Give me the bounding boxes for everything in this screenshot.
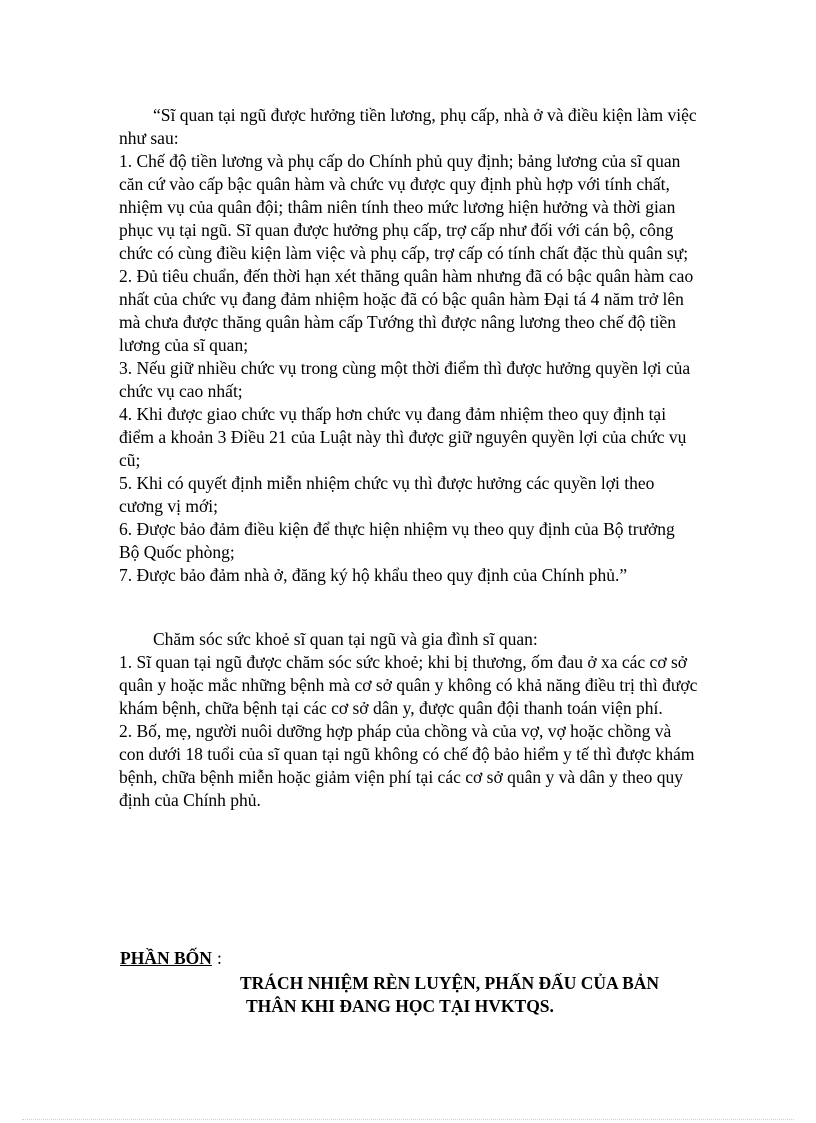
benefit-item-7: 7. Được bảo đảm nhà ở, đăng ký hộ khẩu theo quy định của Chính phủ.” — [119, 565, 628, 585]
section-label-colon: : — [217, 948, 222, 968]
benefit-item-3: 3. Nếu giữ nhiều chức vụ trong cùng một thời điểm thì được hưởng quyền lợi của chức vụ cao nhất; — [119, 358, 691, 401]
healthcare-section — [119, 628, 699, 812]
section-label: PHẦN BỐN — [120, 948, 212, 968]
benefit-item-2: 2. Đủ tiêu chuẩn, đến thời hạn xét thăng quân hàm nhưng đã có bậc quân hàm cao nhất của chức vụ đang đảm nhiệm hoặc đã có bậc quân hàm Đại tá 4 năm trở lên mà chưa được thăng quân hàm cấp Tướng thì được nâng lương theo chế độ tiền lương của sĩ quan; — [119, 266, 694, 355]
benefit-item-6: 6. Được bảo đảm điều kiện để thực hiện nhiệm vụ theo quy định của Bộ trưởng Bộ Quốc phòng; — [119, 519, 675, 562]
section-title-line-2: THÂN KHI ĐANG HỌC TẠI HVKTQS. — [246, 996, 554, 1016]
benefit-item-5: 5. Khi có quyết định miễn nhiệm chức vụ thì được hưởng các quyền lợi theo cương vị mới; — [119, 473, 655, 516]
healthcare-item-1: 1. Sĩ quan tại ngũ được chăm sóc sức khoẻ; khi bị thương, ốm đau ở xa các cơ sở quân y hoặc mắc những bệnh mà cơ sở quân y không có khả năng điều trị thì được khám bệnh, chữa bệnh tại các cơ sở dân y, được quân đội thanh toán viện phí. — [119, 652, 698, 718]
benefits-intro: “Sĩ quan tại ngũ được hưởng tiền lương, phụ cấp, nhà ở và điều kiện làm việc như sau: — [119, 105, 697, 148]
page-bottom-divider — [22, 1119, 794, 1120]
section-title — [240, 972, 710, 1018]
healthcare-item-2: 2. Bố, mẹ, người nuôi dưỡng hợp pháp của chồng và của vợ, vợ hoặc chồng và con dưới 18 tuổi của sĩ quan tại ngũ không có chế độ bảo hiểm y tế thì được khám bệnh, chữa bệnh miễn hoặc giảm viện phí tại các cơ sở quân y và dân y theo quy định của Chính phủ. — [119, 721, 695, 810]
benefit-item-4: 4. Khi được giao chức vụ thấp hơn chức vụ đang đảm nhiệm theo quy định tại điểm a khoản 3 Điều 21 của Luật này thì được giữ nguyên quyền lợi của chức vụ cũ; — [119, 404, 687, 470]
healthcare-intro: Chăm sóc sức khoẻ sĩ quan tại ngũ và gia đình sĩ quan: — [153, 629, 538, 649]
benefit-item-1: 1. Chế độ tiền lương và phụ cấp do Chính phủ quy định; bảng lương của sĩ quan căn cứ vào cấp bậc quân hàm và chức vụ được quy định phù hợp với tính chất, nhiệm vụ của quân đội; thâm niên tính theo mức lương hiện hưởng và thời gian phục vụ tại ngũ. Sĩ quan được hưởng phụ cấp, trợ cấp như đối với cán bộ, công chức có cùng điều kiện làm việc và phụ cấp, trợ cấp có tính chất đặc thù quân sự; — [119, 151, 689, 263]
officer-benefits-section — [119, 104, 699, 587]
section-title-line-1: TRÁCH NHIỆM RÈN LUYỆN, PHẤN ĐẤU CỦA BẢN — [240, 973, 660, 993]
